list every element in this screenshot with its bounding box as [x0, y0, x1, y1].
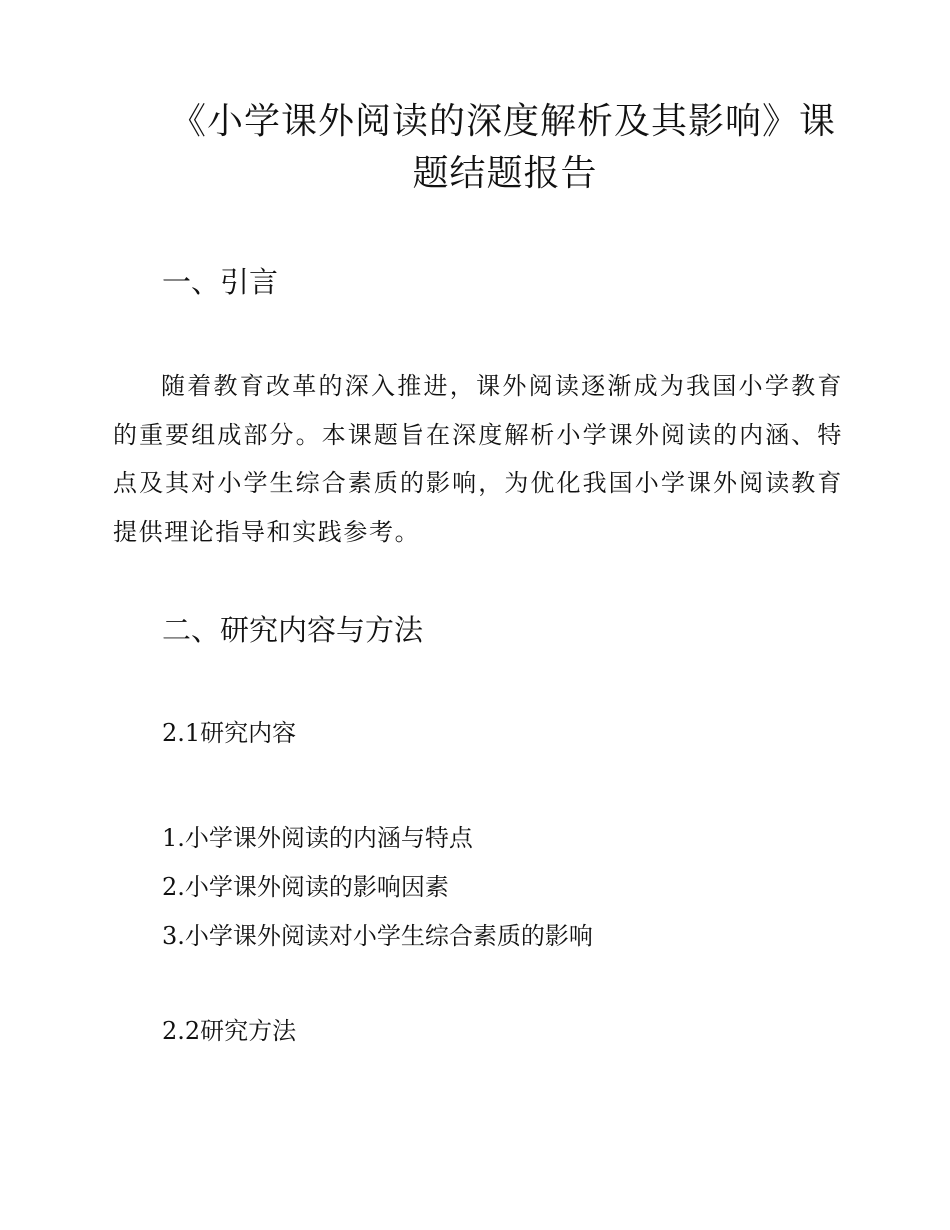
list-item: 1.小学课外阅读的内涵与特点 [162, 824, 473, 852]
report-title [170, 96, 850, 200]
report-title-line-1: 《小学课外阅读的深度解析及其影响》课 [170, 101, 837, 142]
introduction-paragraph: 随着教育改革的深入推进，课外阅读逐渐成为我国小学教育的重要组成部分。本课题旨在深度解析小学课外阅读的内涵、特点及其对小学生综合素质的影响，为优化我国小学课外阅读教育提供理论指导和实践参考。 [113, 372, 843, 546]
subsection-heading-research-content: 2.1研究内容 [162, 719, 297, 747]
section-heading-research-content-method: 二、研究内容与方法 [162, 613, 424, 647]
subsection-heading-research-method: 2.2研究方法 [162, 1017, 297, 1045]
list-item: 2.小学课外阅读的影响因素 [162, 873, 449, 901]
report-title-line-2: 题结题报告 [412, 153, 598, 194]
list-item: 3.小学课外阅读对小学生综合素质的影响 [162, 922, 593, 950]
section-heading-introduction: 一、引言 [162, 265, 279, 299]
research-content-list [162, 814, 593, 961]
